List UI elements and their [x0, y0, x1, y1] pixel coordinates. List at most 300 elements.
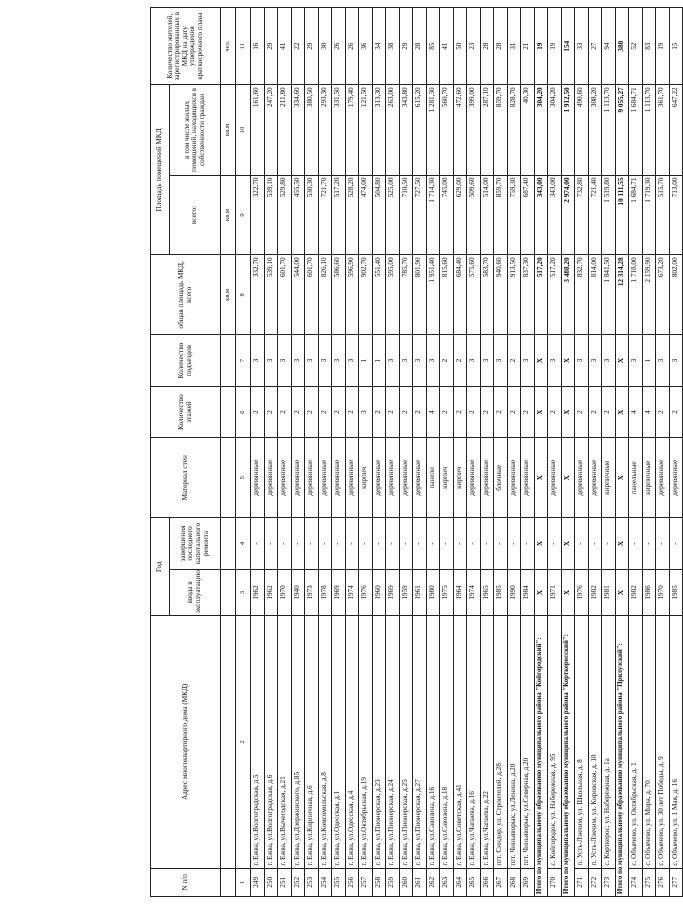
row-number: 271: [575, 868, 589, 896]
row-residents: 16: [251, 8, 265, 85]
row-address: г. Ежва, ул.Пионерская, д.27: [413, 616, 427, 869]
row-year-repair: -: [386, 518, 400, 570]
row-entrances: 3: [426, 335, 440, 387]
row-floors: 2: [372, 386, 386, 438]
row-premises-own: 121,50: [359, 85, 373, 175]
row-material: деревянные: [413, 438, 427, 518]
row-number: 259: [386, 868, 400, 896]
row-premises-own: 331,50: [332, 85, 346, 175]
row-year-built: 1974: [467, 569, 481, 615]
row-entrances: 3: [278, 335, 292, 387]
row-entrances: 3: [656, 335, 670, 387]
row-residents: 27: [588, 8, 602, 85]
table-row: [426, 8, 440, 897]
row-premises-own: 40,30: [521, 85, 535, 175]
row-year-repair: -: [656, 518, 670, 570]
row-year-built: 1980: [426, 569, 440, 615]
row-total-area: 684,40: [453, 255, 467, 335]
table-row: [575, 8, 589, 897]
row-total-area: 2 159,90: [642, 255, 656, 335]
header-row-1: [151, 8, 170, 897]
row-address: Итого по муниципальному образованию муниципального района "Прилузский":: [615, 616, 629, 897]
row-year-repair: -: [251, 518, 265, 570]
row-floors: 2: [332, 386, 346, 438]
row-premises-own: 1 113,70: [602, 85, 616, 175]
row-premises-all: 713,00: [669, 175, 683, 255]
row-year-built: 1961: [413, 569, 427, 615]
row-total-area: 12 314,28: [615, 255, 629, 335]
column-numbers-row: [236, 8, 251, 897]
row-premises-all: 710,50: [399, 175, 413, 255]
row-address: г. Ежва, ул.Чапаева, д.22: [480, 616, 494, 869]
row-number: 256: [345, 868, 359, 896]
row-floors: 2: [588, 386, 602, 438]
unit-cell: кв.м: [221, 255, 236, 335]
table-row: [656, 8, 670, 897]
row-number: 262: [426, 868, 440, 896]
row-floors: 2: [345, 386, 359, 438]
row-address: г. Ежва, ул.Волгоградская, д.6: [264, 616, 278, 869]
row-premises-all: 509,60: [467, 175, 481, 255]
row-number: 275: [642, 868, 656, 896]
row-floors: X: [561, 386, 575, 438]
row-premises-own: 304,20: [534, 85, 548, 175]
row-premises-all: 10 111,55: [615, 175, 629, 255]
table-row: [588, 8, 602, 897]
row-total-area: 595,00: [386, 255, 400, 335]
table-row: [669, 8, 683, 897]
row-total-area: 586,60: [332, 255, 346, 335]
row-year-repair: -: [291, 518, 305, 570]
row-number: 266: [480, 868, 494, 896]
header-residents: Количество жителей, зарегистрированных в МКД на дату утверждения краткосрочного плана: [151, 8, 221, 85]
row-entrances: 3: [588, 335, 602, 387]
row-entrances: 3: [629, 335, 643, 387]
row-address: с. Объячево, ул. 1 Мая, д. 16: [669, 616, 683, 869]
row-number: 250: [264, 868, 278, 896]
row-year-repair: -: [372, 518, 386, 570]
row-address: с. Объячево, ул. Мира, д. 70: [642, 616, 656, 869]
row-total-area: 785,70: [399, 255, 413, 335]
row-material: X: [534, 438, 548, 518]
table-row: [602, 8, 616, 897]
row-material: деревянные: [399, 438, 413, 518]
row-premises-all: 525,00: [386, 175, 400, 255]
row-residents: 29: [264, 8, 278, 85]
row-year-repair: -: [521, 518, 535, 570]
row-entrances: X: [534, 335, 548, 387]
row-total-area: 940,60: [494, 255, 508, 335]
row-floors: 2: [494, 386, 508, 438]
row-material: деревянные: [318, 438, 332, 518]
header-total-area: общая площадь МКД, всего: [151, 255, 221, 335]
row-residents: 19: [534, 8, 548, 85]
row-floors: 2: [656, 386, 670, 438]
row-premises-all: 1 719,30: [642, 175, 656, 255]
row-number: 251: [278, 868, 292, 896]
column-number-cell: 10: [236, 85, 251, 175]
row-number: 249: [251, 868, 265, 896]
row-residents: 28: [494, 8, 508, 85]
row-residents: 23: [467, 8, 481, 85]
row-year-built: 1976: [575, 569, 589, 615]
row-residents: 36: [359, 8, 373, 85]
row-premises-own: 828,70: [507, 85, 521, 175]
row-entrances: 3: [494, 335, 508, 387]
row-material: деревянные: [345, 438, 359, 518]
row-total-area: 601,70: [305, 255, 319, 335]
column-number-cell: 7: [236, 335, 251, 387]
row-address: г. Ежва, ул.Одесская, д.1: [332, 616, 346, 869]
row-entrances: 1: [359, 335, 373, 387]
row-year-built: 1984: [521, 569, 535, 615]
row-material: деревянные: [548, 438, 562, 518]
row-material: панельные: [629, 438, 643, 518]
row-year-repair: -: [426, 518, 440, 570]
row-address: пгт. Чиньяворык, ул.Ленина, д.20: [507, 616, 521, 869]
row-year-repair: -: [345, 518, 359, 570]
row-floors: 2: [440, 386, 454, 438]
row-address: г. Ежва, ул.Октябрьская, д.19: [359, 616, 373, 869]
row-year-repair: -: [494, 518, 508, 570]
row-residents: 50: [453, 8, 467, 85]
column-number-cell: 9: [236, 175, 251, 255]
row-total-area: 802,00: [669, 255, 683, 335]
row-total-area: 1 951,40: [426, 255, 440, 335]
header-no: N п/п: [151, 868, 221, 896]
row-premises-own: 334,60: [291, 85, 305, 175]
row-year-built: 1970: [278, 569, 292, 615]
row-material: панели: [426, 438, 440, 518]
row-year-built: 1976: [359, 569, 373, 615]
table-row: [642, 8, 656, 897]
row-year-repair: -: [642, 518, 656, 570]
row-year-built: 1975: [440, 569, 454, 615]
row-entrances: 3: [264, 335, 278, 387]
row-premises-all: 322,70: [251, 175, 265, 255]
row-premises-own: 647,22: [669, 85, 683, 175]
unit-cell: [221, 569, 236, 615]
unit-cell: [221, 518, 236, 570]
table-row: [264, 8, 278, 897]
row-entrances: 1: [372, 335, 386, 387]
row-material: X: [561, 438, 575, 518]
row-year-built: 1962: [251, 569, 265, 615]
row-floors: 2: [467, 386, 481, 438]
row-residents: 33: [575, 8, 589, 85]
row-year-repair: -: [332, 518, 346, 570]
unit-cell: [221, 335, 236, 387]
row-number: 270: [548, 868, 562, 896]
row-year-built: 1978: [318, 569, 332, 615]
row-number: 277: [669, 868, 683, 896]
row-entrances: 3: [413, 335, 427, 387]
row-total-area: 551,40: [372, 255, 386, 335]
row-premises-own: 308,20: [588, 85, 602, 175]
row-floors: 2: [602, 386, 616, 438]
row-year-repair: -: [278, 518, 292, 570]
row-premises-all: 629,00: [453, 175, 467, 255]
row-premises-all: 727,50: [413, 175, 427, 255]
row-premises-own: 247,20: [264, 85, 278, 175]
row-year-repair: -: [548, 518, 562, 570]
row-material: деревянные: [278, 438, 292, 518]
row-premises-own: 313,30: [372, 85, 386, 175]
row-year-repair: -: [602, 518, 616, 570]
row-entrances: 3: [332, 335, 346, 387]
row-total-area: 832,70: [575, 255, 589, 335]
row-floors: 2: [507, 386, 521, 438]
row-residents: 26: [345, 8, 359, 85]
row-premises-all: 2 974,00: [561, 175, 575, 255]
row-floors: 2: [264, 386, 278, 438]
row-premises-own: 399,00: [467, 85, 481, 175]
row-number: 255: [332, 868, 346, 896]
unit-cell: [221, 386, 236, 438]
row-material: кирпичные: [602, 438, 616, 518]
row-residents: 28: [413, 8, 427, 85]
row-year-built: 1974: [345, 569, 359, 615]
header-premises-own: в том числе жилых помещений, находящихся в собственности граждан: [170, 85, 221, 175]
row-premises-all: 721,70: [318, 175, 332, 255]
row-premises-all: 721,40: [588, 175, 602, 255]
table-body: [251, 8, 683, 897]
row-total-area: 539,10: [264, 255, 278, 335]
table-row: [372, 8, 386, 897]
table-row: [305, 8, 319, 897]
row-floors: 4: [642, 386, 656, 438]
row-year-repair: -: [359, 518, 373, 570]
row-entrances: 2: [507, 335, 521, 387]
row-premises-own: 211,80: [278, 85, 292, 175]
row-address: пгт. Синдор, ул. Строителей, д.28: [494, 616, 508, 869]
unit-cell: [221, 616, 236, 869]
row-year-built: 1962: [264, 569, 278, 615]
row-residents: 380: [615, 8, 629, 85]
row-address: г. Ежва, ул.Дзержинского, д.85: [291, 616, 305, 869]
row-total-area: 837,30: [521, 255, 535, 335]
row-residents: 19: [656, 8, 670, 85]
row-material: кирпичные: [642, 438, 656, 518]
table-row: [318, 8, 332, 897]
row-total-area: 544,00: [291, 255, 305, 335]
row-address: г. Ежва, ул.Комсомольская, д.8: [318, 616, 332, 869]
row-entrances: 3: [386, 335, 400, 387]
row-entrances: 3: [669, 335, 683, 387]
row-address: г. Ежва, ул.Одесская, д.4: [345, 616, 359, 869]
row-year-built: 1973: [305, 569, 319, 615]
header-material: Материал стен: [151, 438, 221, 518]
column-number-cell: 6: [236, 386, 251, 438]
row-year-repair: X: [615, 518, 629, 570]
row-material: деревянные: [480, 438, 494, 518]
row-entrances: 3: [305, 335, 319, 387]
row-floors: 2: [480, 386, 494, 438]
row-floors: 2: [399, 386, 413, 438]
row-entrances: X: [615, 335, 629, 387]
row-year-built: X: [534, 569, 548, 615]
row-floors: 2: [291, 386, 305, 438]
row-entrances: 3: [575, 335, 589, 387]
row-address: г. Ежва, ул.Пионерская, д.23: [372, 616, 386, 869]
column-number-cell: 2: [236, 616, 251, 869]
row-number: 269: [521, 868, 535, 896]
row-year-built: 1986: [642, 569, 656, 615]
row-address: с. Объячево, ул. 30 лет Победы, д. 9: [656, 616, 670, 869]
row-premises-all: 859,70: [494, 175, 508, 255]
row-floors: 2: [386, 386, 400, 438]
housing-register-table: [150, 7, 683, 897]
row-residents: 22: [291, 8, 305, 85]
row-residents: 34: [372, 8, 386, 85]
total-row: [534, 8, 548, 897]
row-premises-own: 1 912,50: [561, 85, 575, 175]
row-residents: 52: [629, 8, 643, 85]
row-total-area: 583,70: [480, 255, 494, 335]
row-year-repair: -: [318, 518, 332, 570]
row-number: 252: [291, 868, 305, 896]
total-row: [615, 8, 629, 897]
table-row: [494, 8, 508, 897]
row-residents: 30: [318, 8, 332, 85]
row-premises-own: 9 055,27: [615, 85, 629, 175]
row-address: с. Объячево, ул. Октябрьская, д. 1: [629, 616, 643, 869]
row-material: деревянные: [251, 438, 265, 518]
row-residents: 29: [399, 8, 413, 85]
row-material: кирпич: [359, 438, 373, 518]
row-year-repair: -: [588, 518, 602, 570]
row-total-area: 801,90: [413, 255, 427, 335]
row-number: 258: [372, 868, 386, 896]
row-address: г. Ежва, ул.Савозина, д.16: [426, 616, 440, 869]
row-year-built: 1982: [588, 569, 602, 615]
row-floors: 2: [251, 386, 265, 438]
row-year-built: 1985: [669, 569, 683, 615]
table-row: [453, 8, 467, 897]
row-premises-own: 560,70: [440, 85, 454, 175]
row-total-area: 575,60: [467, 255, 481, 335]
row-material: деревянные: [305, 438, 319, 518]
row-residents: 41: [278, 8, 292, 85]
row-premises-all: 759,30: [507, 175, 521, 255]
row-premises-own: 615,20: [413, 85, 427, 175]
row-year-repair: -: [264, 518, 278, 570]
total-row: [561, 8, 575, 897]
row-number: 254: [318, 868, 332, 896]
row-entrances: X: [561, 335, 575, 387]
row-premises-all: 1 684,71: [629, 175, 643, 255]
row-floors: 2: [318, 386, 332, 438]
table-row: [332, 8, 346, 897]
row-premises-all: 504,80: [372, 175, 386, 255]
table-row: [345, 8, 359, 897]
row-residents: 26: [332, 8, 346, 85]
row-residents: 83: [642, 8, 656, 85]
row-number: 257: [359, 868, 373, 896]
row-material: блочные: [494, 438, 508, 518]
row-premises-all: 455,50: [291, 175, 305, 255]
row-entrances: 3: [345, 335, 359, 387]
row-residents: 41: [440, 8, 454, 85]
row-address: с. Койгородок, ул. Набережная, д. 95: [548, 616, 562, 869]
row-total-area: 517,20: [548, 255, 562, 335]
row-residents: 85: [426, 8, 440, 85]
row-number: 273: [602, 868, 616, 896]
unit-cell: [221, 438, 236, 518]
row-material: кирпич: [440, 438, 454, 518]
row-premises-all: 745,00: [440, 175, 454, 255]
header-premises-all: всего:: [170, 175, 221, 255]
row-premises-all: 529,80: [278, 175, 292, 255]
table-row: [440, 8, 454, 897]
row-residents: 15: [669, 8, 683, 85]
table-row: [480, 8, 494, 897]
row-entrances: 3: [318, 335, 332, 387]
row-floors: 2: [669, 386, 683, 438]
row-year-repair: -: [507, 518, 521, 570]
row-floors: 4: [629, 386, 643, 438]
table-row: [521, 8, 535, 897]
row-address: с. Корткерос, ул. Набережная, д. 1а: [602, 616, 616, 869]
row-floors: X: [615, 386, 629, 438]
row-year-built: 1940: [291, 569, 305, 615]
row-address: г. Ежва, ул.Советская, д.41: [453, 616, 467, 869]
row-year-repair: -: [575, 518, 589, 570]
row-floors: X: [534, 386, 548, 438]
row-entrances: 3: [467, 335, 481, 387]
row-premises-own: 179,40: [345, 85, 359, 175]
row-premises-own: 490,60: [575, 85, 589, 175]
table-row: [278, 8, 292, 897]
row-floors: 2: [521, 386, 535, 438]
row-year-repair: -: [453, 518, 467, 570]
row-address: пгт. Чиньяворык, ул.Северная, д.20: [521, 616, 535, 869]
row-floors: 2: [305, 386, 319, 438]
row-residents: 28: [480, 8, 494, 85]
row-premises-own: 1 113,70: [642, 85, 656, 175]
row-material: деревянные: [507, 438, 521, 518]
row-number: 263: [440, 868, 454, 896]
row-address: г. Ежва, ул.Волгоградская, д.5: [251, 616, 265, 869]
row-premises-all: 343,00: [534, 175, 548, 255]
column-number-cell: 11: [236, 8, 251, 85]
column-number-cell: 3: [236, 569, 251, 615]
row-number: 253: [305, 868, 319, 896]
row-total-area: 601,70: [278, 255, 292, 335]
header-year-built: ввода в эксплуатацию: [170, 569, 221, 615]
row-year-built: 1990: [507, 569, 521, 615]
row-year-built: 1970: [656, 569, 670, 615]
row-total-area: 1 841,50: [602, 255, 616, 335]
row-number: 268: [507, 868, 521, 896]
row-total-area: 673,20: [656, 255, 670, 335]
row-premises-own: 361,70: [656, 85, 670, 175]
row-material: кирпич: [453, 438, 467, 518]
row-entrances: 3: [291, 335, 305, 387]
row-year-built: 1981: [602, 569, 616, 615]
row-floors: 2: [278, 386, 292, 438]
row-address: г. Ежва, ул.Кирпичная, д.6: [305, 616, 319, 869]
unit-cell: чел.: [221, 8, 236, 85]
row-premises-all: 343,00: [548, 175, 562, 255]
row-total-area: 814,00: [588, 255, 602, 335]
row-total-area: 517,20: [534, 255, 548, 335]
row-premises-all: 474,00: [359, 175, 373, 255]
row-premises-all: 1 714,30: [426, 175, 440, 255]
row-year-built: 1969: [332, 569, 346, 615]
row-material: деревянные: [467, 438, 481, 518]
row-premises-all: 687,40: [521, 175, 535, 255]
